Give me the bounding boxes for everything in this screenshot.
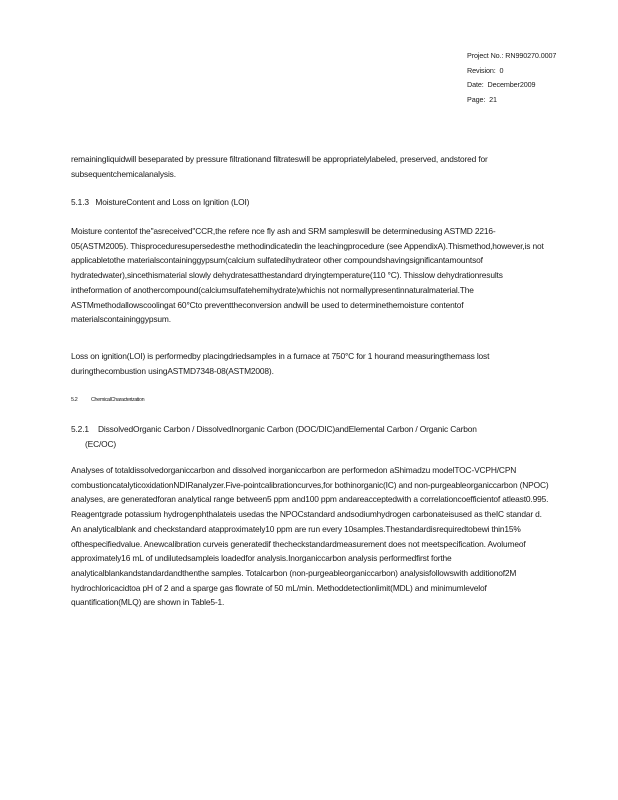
page-header — [467, 49, 556, 107]
paragraph-continuation: remainingliquidwill beseparated by pressure filtrationand filtrateswill be appropriatelylabeled, preserved, andstored for subsequentchemicalanalysis. — [71, 154, 488, 179]
paragraph-carbon-analysis: Analyses of totaldissolvedorganiccarbon and dissolved inorganiccarbon are performedon aShimadzu modelTOC-VCPH/CPN combustioncatalyticoxidationNDIRanalyzer.Five-pointcalibrationcurves,for bothinorganic(IC) and non-purgeableorganiccarbon (NPOC) analyses, are generatedforan analytical range between5 ppm and100 ppm andareacceptedwith a correlationcoefficientof atleast0.995. Reagentgrade potassium hydrogenphthalateis usedas the NPOCstandard andsodiumhydrogen carbonateisused as theIC standar d. An analyticalblank and checkstandard atapproximately10 ppm are run every 10samples.Thestandardisrequiredtobewi thin15% ofthespecifiedvalue. Anewcalibration curveis generatedif thecheckstandardmeasurement does not meetspecification. Avolumeof approximately16 mL of undilutedsampleis loadedfor analysis.Inorganiccarbon analysis performedfirst forthe analyticalblankandstandardandthenthe samples. Totalcarbon (non-purgeableorganiccarbon) analysisfollowswith additionof2M hydrochloricacidtoa pH of 2 and a sparge gas flowrate of 50 mL/min. Methoddetectionlimit(MDL) and minimumlevelof quantification(MLQ) are shown in Table5-1. — [71, 465, 549, 608]
document-date: December2009 — [487, 80, 536, 89]
section-heading-5-2-1: 5.2.1 DissolvedOrganic Carbon / DissolvedInorganic Carbon (DOC/DIC)andElemental Carbon / Organic Carbon (EC/OC) — [71, 424, 477, 449]
paragraph-loss-on-ignition: Loss on ignition(LOI) is performedby placingdriedsamples in a furnace at 750°C for 1 hourand measuringthemass lost duringthecombustion usingASTMD7348-08(ASTM2008). — [71, 351, 490, 376]
project-number: RN990270.0007 — [505, 51, 557, 60]
page-number: 21 — [489, 94, 497, 104]
revision-number: 0 — [499, 65, 504, 75]
section-heading-5-2: 5.2 ChemicalCharacterization — [71, 397, 145, 403]
paragraph-moisture-content: Moisture contentof the"asreceived"CCR,the refere nce fly ash and SRM sampleswill be determinedusing ASTMD 2216-05(ASTM2005). Thisproceduresupersedesthe methodindicatedin the leachingprocedure (see AppendixA).Thismethod,however,is not applicabletothe materialscontaininggypsum(calcium sulfatedihydrateor other compoundshavingsignificantamountsof hydratedwater),sincethismaterial slowly dehydratesatthestandard dryingtemperature(110 °C). Thisslow dehydrationresults intheformation of anothercompound(calciumsulfatehemihydrate)whichis not normallypresentinnaturalmaterial.The ASTMmethodallowscoolingat 60°Cto preventtheconversion andwill be used to determinethemoisture contentof materialscontaininggypsum. — [71, 226, 544, 325]
section-heading-5-1-3: 5.1.3 MoistureContent and Loss on Ignition (LOI) — [71, 197, 250, 207]
date-line: Date: December2009 — [467, 80, 536, 89]
project-number-line: Project No.: RN990270.0007 — [467, 51, 557, 60]
revision-line: Revision: 0 — [467, 65, 504, 75]
page-number-line: Page: 21 — [467, 94, 497, 104]
